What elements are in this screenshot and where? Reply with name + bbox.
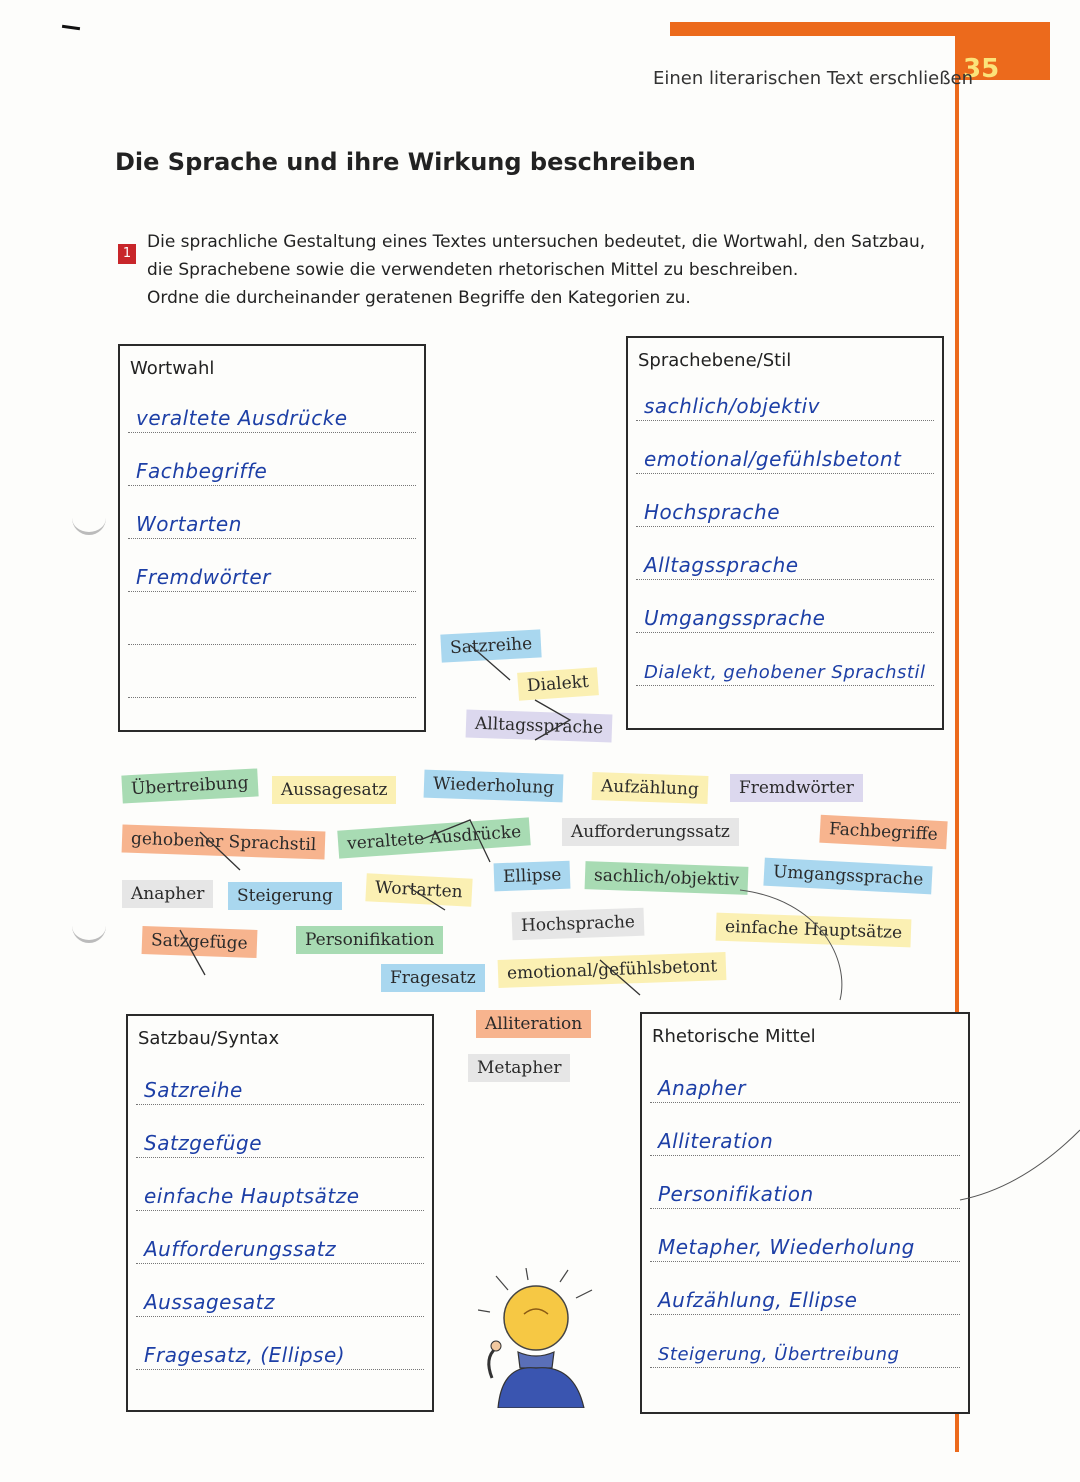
word-card[interactable]: Fremdwörter	[730, 774, 863, 802]
word-card[interactable]: Wortarten	[365, 873, 472, 906]
box-title: Rhetorische Mittel	[652, 1026, 816, 1047]
answer-line[interactable]: Satzgefüge	[144, 1131, 263, 1155]
answer-line[interactable]: Umgangssprache	[644, 606, 826, 630]
word-card[interactable]: veraltete Ausdrücke	[337, 817, 531, 858]
word-card[interactable]: Personifikation	[296, 926, 443, 954]
word-card[interactable]: Satzgefüge	[142, 926, 258, 958]
answer-line[interactable]: Aufforderungssatz	[144, 1237, 337, 1261]
answer-line[interactable]: Dialekt, gehobener Sprachstil	[644, 662, 926, 683]
answer-line[interactable]: Aussagesatz	[144, 1290, 275, 1314]
answer-line[interactable]: emotional/gefühlsbetont	[644, 447, 902, 471]
page-title: Die Sprache und ihre Wirkung beschreiben	[115, 148, 696, 176]
word-card[interactable]: Übertreibung	[121, 768, 258, 803]
word-card[interactable]: Wiederholung	[424, 770, 564, 803]
word-card[interactable]: Aufzählung	[592, 772, 709, 804]
task-text-line: die Sprachebene sowie die verwendeten rhetorischen Mittel zu beschreiben.	[147, 260, 799, 280]
task-text-line: Ordne die durcheinander geratenen Begriffe den Kategorien zu.	[147, 288, 691, 308]
answer-line[interactable]: Fachbegriffe	[136, 459, 268, 483]
answer-line[interactable]: Metapher, Wiederholung	[658, 1235, 915, 1259]
word-card[interactable]: Umgangssprache	[763, 858, 933, 895]
word-card[interactable]: Aussagesatz	[272, 776, 396, 804]
word-card[interactable]: Hochsprache	[512, 908, 645, 941]
box-title: Wortwahl	[130, 358, 215, 379]
box-title: Satzbau/Syntax	[138, 1028, 280, 1049]
word-card[interactable]: einfache Hauptsätze	[716, 913, 912, 948]
word-card[interactable]: Satzreihe	[440, 629, 542, 662]
word-card[interactable]: sachlich/objektiv	[585, 861, 749, 895]
word-card[interactable]: Metapher	[468, 1054, 570, 1082]
page-number: 35	[963, 54, 1000, 84]
word-card[interactable]: Alltagssprache	[466, 709, 613, 742]
word-card[interactable]: Steigerung	[228, 882, 342, 910]
task-text-line: Die sprachliche Gestaltung eines Textes untersuchen bedeutet, die Wortwahl, den Satzbau,	[147, 232, 926, 252]
answer-line[interactable]: Satzreihe	[144, 1078, 243, 1102]
answer-line[interactable]: Wortarten	[136, 512, 242, 536]
word-card[interactable]: Dialekt	[517, 667, 599, 701]
answer-line[interactable]: Anapher	[658, 1076, 747, 1100]
box-title: Sprachebene/Stil	[638, 350, 792, 371]
answer-line[interactable]: Hochsprache	[644, 500, 781, 524]
word-card[interactable]: Anapher	[122, 880, 213, 908]
word-card[interactable]: Alliteration	[476, 1010, 591, 1038]
task-number: 1	[118, 244, 136, 264]
answer-line[interactable]: Personifikation	[658, 1182, 814, 1206]
word-card[interactable]: Fachbegriffe	[819, 815, 947, 850]
word-card[interactable]: emotional/gefühlsbetont	[498, 952, 727, 988]
word-card[interactable]: gehobener Sprachstil	[122, 824, 326, 859]
lightbulb-figure-icon	[478, 1268, 608, 1408]
answer-line[interactable]: Alltagssprache	[644, 553, 799, 577]
word-card[interactable]: Ellipse	[494, 861, 571, 892]
answer-line[interactable]: Fragesatz, (Ellipse)	[144, 1343, 346, 1367]
word-card[interactable]: Fragesatz	[381, 964, 485, 992]
answer-line[interactable]: Steigerung, Übertreibung	[658, 1344, 900, 1365]
section-header: Einen literarischen Text erschließen	[653, 68, 974, 89]
answer-line[interactable]: einfache Hauptsätze	[144, 1184, 360, 1208]
answer-line[interactable]: sachlich/objektiv	[644, 394, 820, 418]
answer-line[interactable]: Fremdwörter	[136, 565, 271, 589]
answer-line[interactable]: veraltete Ausdrücke	[136, 406, 348, 430]
answer-line[interactable]: Alliteration	[658, 1129, 774, 1153]
answer-line[interactable]: Aufzählung, Ellipse	[658, 1288, 858, 1312]
word-card[interactable]: Aufforderungssatz	[562, 818, 739, 846]
